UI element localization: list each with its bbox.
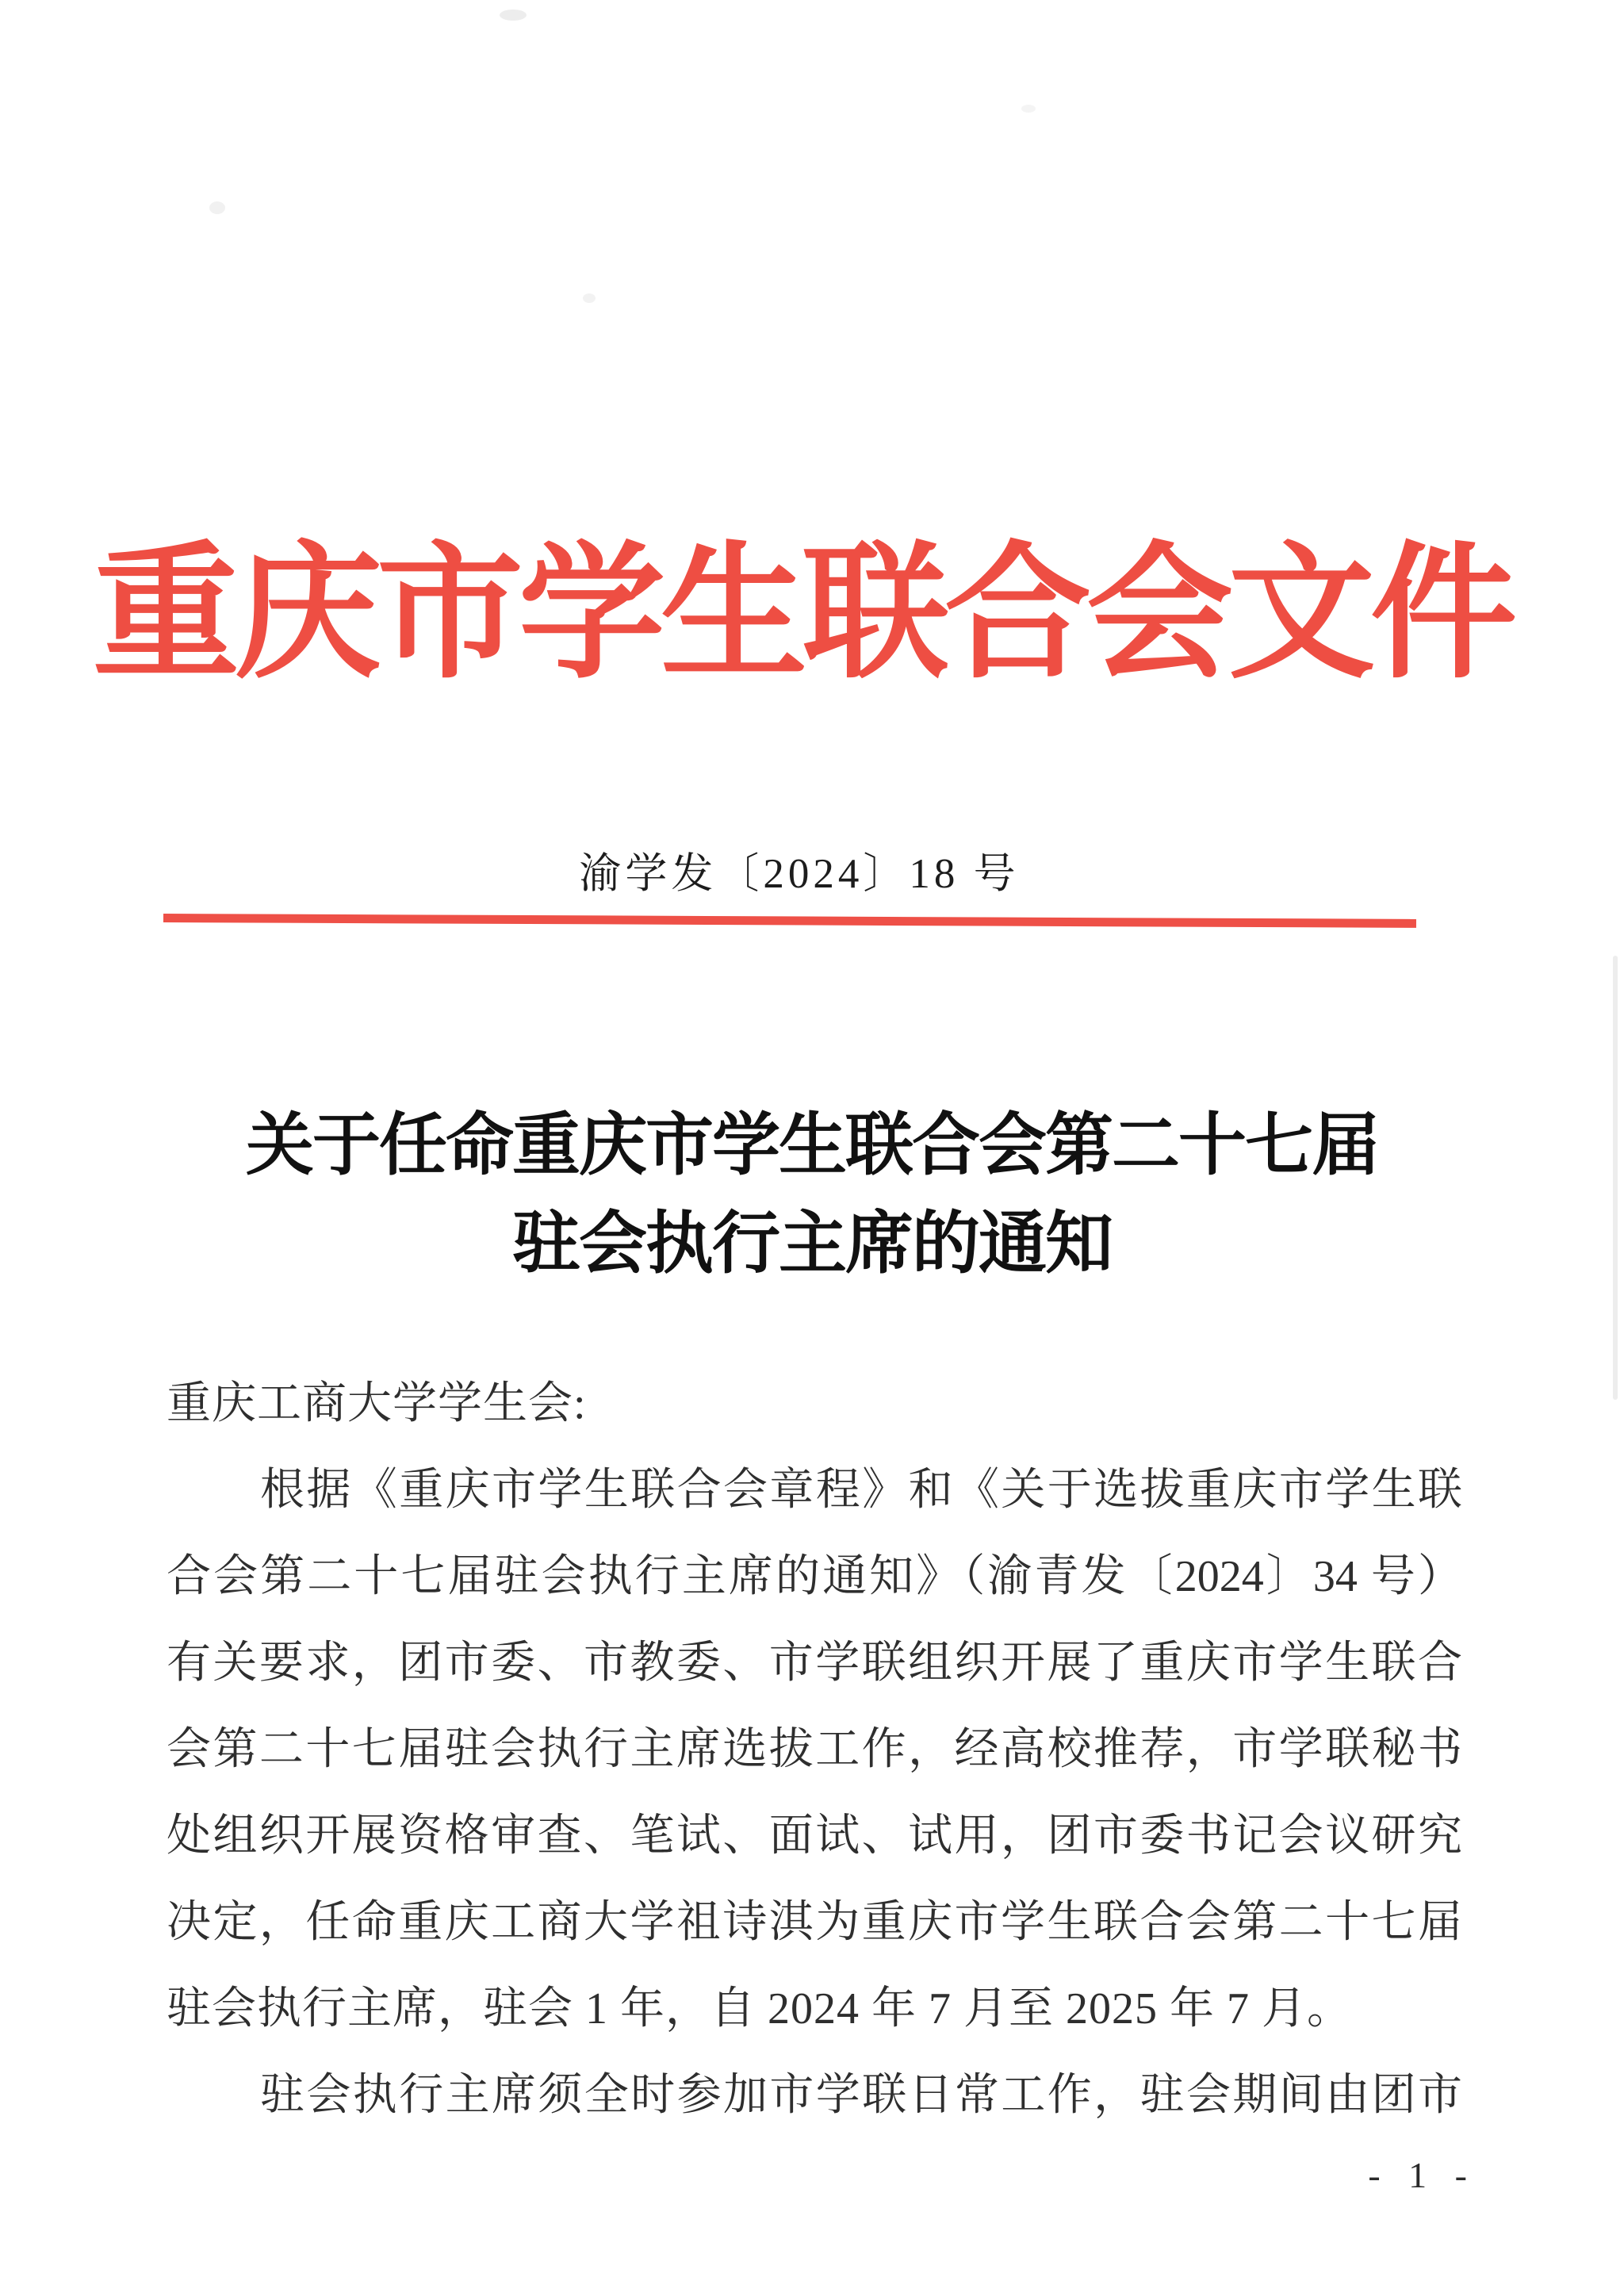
document-title [0,1096,1624,1293]
body-line: 决定，任命重庆工商大学祖诗淇为重庆市学生联合会第二十七届 [167,1898,1462,1947]
scan-artifact [209,201,225,214]
scan-artifact [583,293,596,303]
document-title-line2: 驻会执行主席的通知 [512,1205,1112,1282]
body-line: 根据《重庆市学生联合会章程》和《关于选拔重庆市学生联 [260,1466,1462,1515]
body-line: 有关要求，团市委、市教委、市学联组织开展了重庆市学生联合 [167,1639,1462,1688]
red-header-org-title: 重庆市学生联合会文件 [93,534,1512,696]
body-line: 驻会执行主席须全时参加市学联日常工作，驻会期间由团市 [260,2071,1462,2120]
document-body [167,1361,1462,2139]
scan-artifact [500,10,527,21]
page-number: - 1 - [1368,2155,1477,2195]
body-line: 驻会执行主席，驻会 1 年，自 2024 年 7 月至 2025 年 7 月。 [167,1984,1352,2033]
body-line: 合会第二十七届驻会执行主席的通知》（渝青发〔2024〕34 号） [167,1552,1462,1601]
body-line: 处组织开展资格审查、笔试、面试、试用，团市委书记会议研究 [167,1811,1462,1861]
body-line: 会第二十七届驻会执行主席选拔工作，经高校推荐，市学联秘书 [167,1725,1462,1774]
body-salutation: 重庆工商大学学生会: [167,1379,587,1428]
doc-issue-number: 渝学发〔2024〕18 号 [579,851,1020,897]
scan-artifact [1021,105,1036,113]
document-title-line1: 关于任命重庆市学生联合会第二十七届 [246,1107,1378,1183]
red-divider-line [163,914,1416,928]
